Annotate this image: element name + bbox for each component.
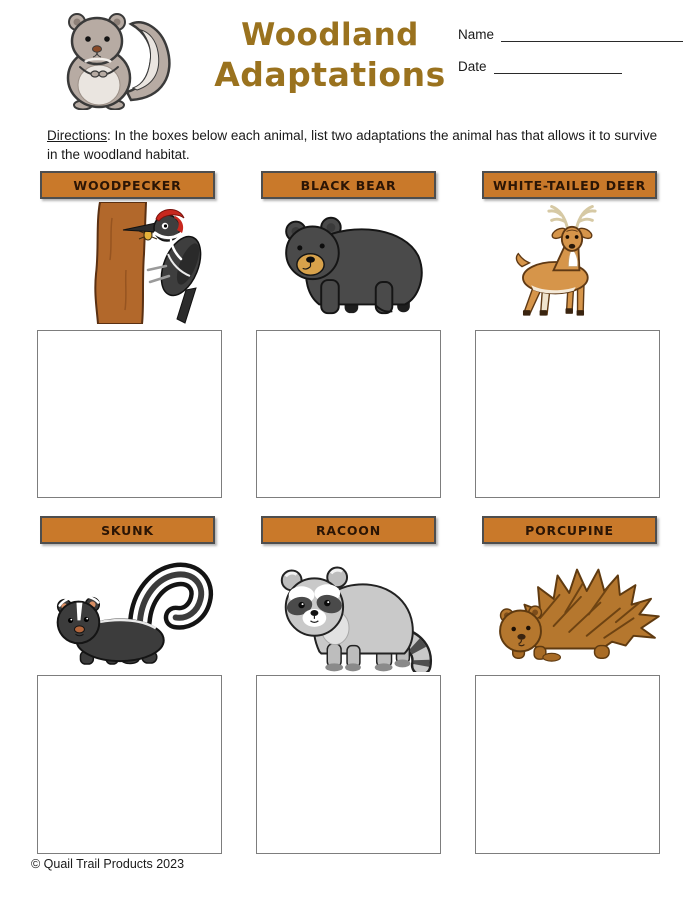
gray-squirrel-illustration xyxy=(55,10,183,110)
answer-box-skunk[interactable] xyxy=(37,675,222,854)
date-line[interactable] xyxy=(494,58,622,74)
page-title xyxy=(185,16,475,96)
animal-label-text: PORCUPINE xyxy=(525,522,614,538)
animal-label-text: WOODPECKER xyxy=(73,177,182,193)
animal-label-woodpecker xyxy=(40,171,215,199)
animal-label-text: BLACK BEAR xyxy=(300,177,397,193)
animal-label-skunk xyxy=(40,516,215,544)
raccoon-illustration xyxy=(262,552,440,672)
name-line[interactable] xyxy=(501,26,683,42)
white-tailed-deer-illustration xyxy=(498,198,646,326)
date-label: Date xyxy=(458,59,487,74)
skunk-illustration xyxy=(42,556,222,670)
black-bear-illustration xyxy=(262,208,434,320)
directions-text xyxy=(47,126,671,164)
directions-body: : In the boxes below each animal, list two adaptations the animal has that allows it to survive in the woodland habitat. xyxy=(47,127,658,162)
woodpecker-illustration xyxy=(68,202,223,324)
answer-box-porcupine[interactable] xyxy=(475,675,660,854)
animal-label-white-tailed-deer xyxy=(482,171,657,199)
directions-label: Directions xyxy=(47,127,108,143)
animal-label-racoon xyxy=(261,516,436,544)
answer-box-black-bear[interactable] xyxy=(256,330,441,498)
animal-label-text: WHITE-TAILED DEER xyxy=(492,177,647,193)
animal-label-text: SKUNK xyxy=(101,522,154,538)
date-field-row xyxy=(458,58,622,74)
animal-label-black-bear xyxy=(261,171,436,199)
answer-box-racoon[interactable] xyxy=(256,675,441,854)
page-title-line2: Adaptations xyxy=(214,55,446,94)
porcupine-illustration xyxy=(478,554,676,666)
answer-box-woodpecker[interactable] xyxy=(37,330,222,498)
animal-label-porcupine xyxy=(482,516,657,544)
name-label: Name xyxy=(458,27,495,42)
answer-box-white-tailed-deer[interactable] xyxy=(475,330,660,498)
copyright-text: © Quail Trail Products 2023 xyxy=(31,857,185,871)
animal-label-text: RACOON xyxy=(316,522,381,538)
name-field-row xyxy=(458,26,683,42)
page-title-line1: Woodland xyxy=(241,17,419,53)
